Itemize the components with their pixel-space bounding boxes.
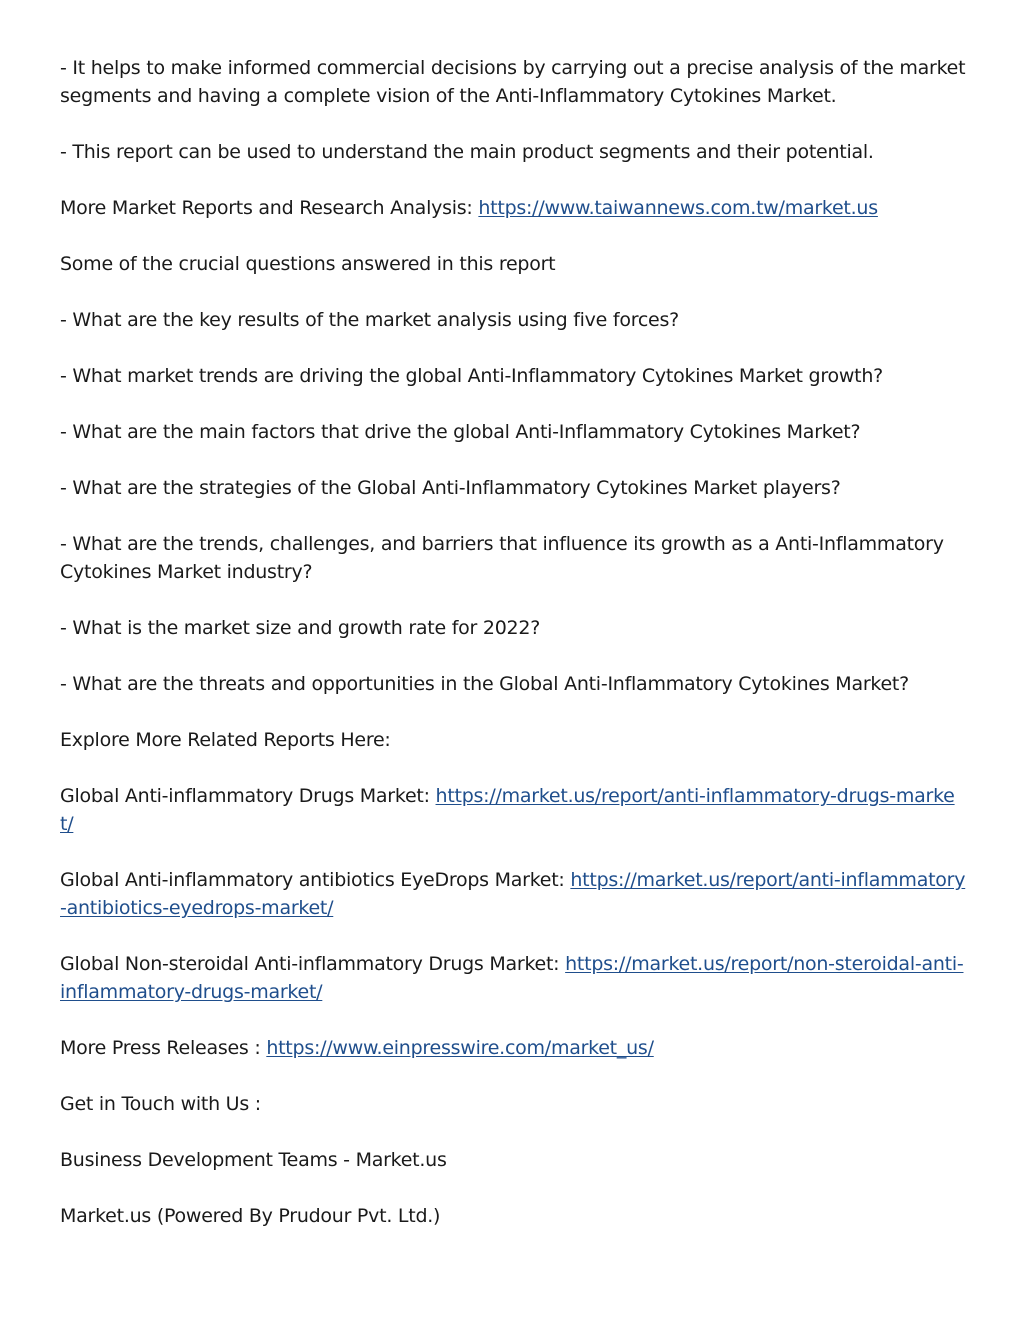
question-main-factors: [60, 418, 966, 446]
paragraph-press-releases: [60, 1034, 966, 1062]
einpresswire-link[interactable]: https://www.einpresswire.com/market_us/: [266, 1037, 654, 1059]
eyedrops-link[interactable]: https://market.us/report/anti-inflammatory-antibiotics-eyedrops-market/: [60, 869, 966, 919]
paragraph-product-segments: [60, 138, 966, 166]
paragraph-text: - It helps to make informed commercial decisions by carrying out a precise analysis of the market segments and having a complete vision of the Anti-Inflammatory Cytokines Market.: [60, 57, 966, 107]
paragraph-text: Global Anti-inflammatory Drugs Market:: [60, 785, 436, 807]
document-body: [60, 54, 966, 1258]
paragraph-text: More Press Releases :: [60, 1037, 267, 1059]
paragraph-text: Explore More Related Reports Here:: [60, 729, 391, 751]
paragraph-text: Business Development Teams - Market.us: [60, 1149, 447, 1171]
paragraph-questions-intro: [60, 250, 966, 278]
anti-inflammatory-drugs-link[interactable]: https://market.us/report/anti-inflammatory-drugs-market/: [60, 785, 955, 835]
question-threats-opportunities: [60, 670, 966, 698]
paragraph-text: - This report can be used to understand the main product segments and their potential.: [60, 141, 874, 163]
paragraph-more-reports: [60, 194, 966, 222]
paragraph-text: Global Anti-inflammatory antibiotics EyeDrops Market:: [60, 869, 571, 891]
paragraph-text: - What are the key results of the market analysis using five forces?: [60, 309, 679, 331]
paragraph-text: More Market Reports and Research Analysis:: [60, 197, 479, 219]
question-strategies: [60, 474, 966, 502]
question-trends-challenges: [60, 530, 966, 586]
related-report-drugs: [60, 782, 966, 838]
paragraph-company-credit: [60, 1202, 966, 1230]
related-report-nsaid: [60, 950, 966, 1006]
related-report-eyedrops: [60, 866, 966, 922]
paragraph-text: Market.us (Powered By Prudour Pvt. Ltd.): [60, 1205, 441, 1227]
taiwannews-link[interactable]: https://www.taiwannews.com.tw/market.us: [478, 197, 878, 219]
paragraph-text: - What market trends are driving the global Anti-Inflammatory Cytokines Market growth?: [60, 365, 883, 387]
paragraph-text: - What are the trends, challenges, and barriers that influence its growth as a Anti-Inflammatory Cytokines Market industry?: [60, 533, 944, 583]
nsaid-link[interactable]: https://market.us/report/non-steroidal-anti-inflammatory-drugs-market/: [60, 953, 964, 1003]
question-five-forces: [60, 306, 966, 334]
paragraph-explore-related: [60, 726, 966, 754]
question-market-trends: [60, 362, 966, 390]
paragraph-text: - What are the threats and opportunities in the Global Anti-Inflammatory Cytokines Market?: [60, 673, 909, 695]
paragraph-get-in-touch: [60, 1090, 966, 1118]
paragraph-text: Some of the crucial questions answered in this report: [60, 253, 556, 275]
question-market-size: [60, 614, 966, 642]
paragraph-decision-benefit: [60, 54, 966, 110]
paragraph-text: - What are the strategies of the Global Anti-Inflammatory Cytokines Market players?: [60, 477, 841, 499]
paragraph-text: Get in Touch with Us :: [60, 1093, 261, 1115]
paragraph-business-development: [60, 1146, 966, 1174]
paragraph-text: - What are the main factors that drive the global Anti-Inflammatory Cytokines Market?: [60, 421, 861, 443]
paragraph-text: - What is the market size and growth rate for 2022?: [60, 617, 541, 639]
paragraph-text: Global Non-steroidal Anti-inflammatory Drugs Market:: [60, 953, 566, 975]
